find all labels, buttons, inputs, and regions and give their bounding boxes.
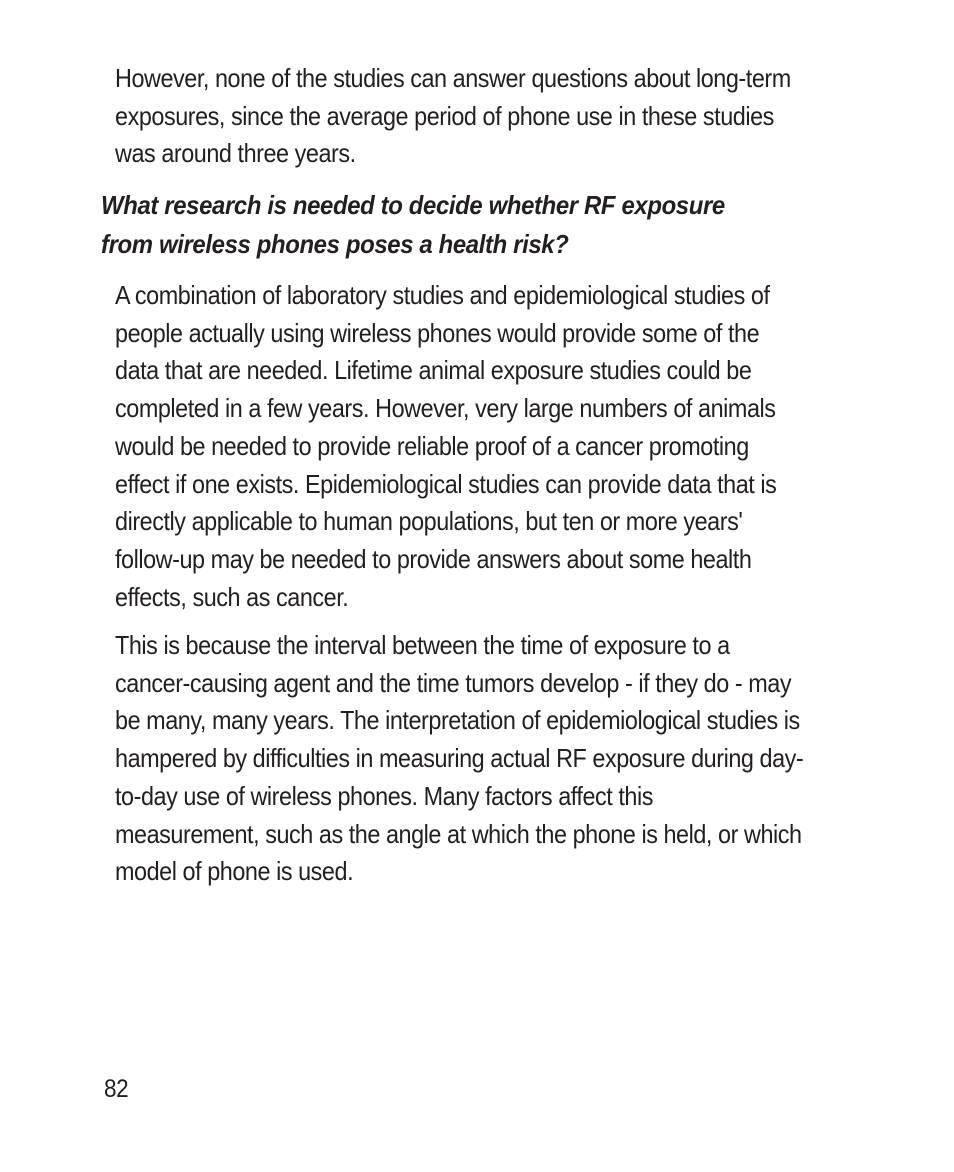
text-line: was around three years. bbox=[115, 138, 356, 169]
text-line: hampered by difficulties in measuring actual RF exposure during day- bbox=[115, 743, 804, 774]
text-line: cancer-causing agent and the time tumors develop - if they do - may bbox=[115, 667, 792, 698]
text-line: be many, many years. The interpretation of epidemiological studies is bbox=[115, 705, 800, 736]
text-line: effects, such as cancer. bbox=[115, 581, 349, 612]
text-line: effect if one exists. Epidemiological studies can provide data that is bbox=[115, 468, 777, 499]
text-line: A combination of laboratory studies and epidemiological studies of bbox=[115, 280, 770, 310]
text-line: However, none of the studies can answer questions about long-term bbox=[115, 63, 791, 93]
text-line: measurement, such as the angle at which the phone is held, or which bbox=[115, 818, 802, 849]
paragraph-interval-explanation bbox=[115, 627, 885, 891]
section-heading bbox=[101, 186, 883, 264]
heading-line: What research is needed to decide whether RF exposure bbox=[101, 190, 725, 220]
paragraph-research-combination bbox=[115, 277, 885, 616]
text-line: completed in a few years. However, very large numbers of animals bbox=[115, 393, 776, 424]
text-line: exposures, since the average period of phone use in these studies bbox=[115, 100, 774, 131]
text-line: follow-up may be needed to provide answers about some health bbox=[115, 543, 752, 574]
page-number: 82 bbox=[104, 1075, 129, 1103]
text-line: to-day use of wireless phones. Many factors affect this bbox=[115, 780, 654, 811]
text-line: directly applicable to human populations, but ten or more years' bbox=[115, 506, 743, 537]
heading-line: from wireless phones poses a health risk? bbox=[101, 229, 569, 259]
text-line: people actually using wireless phones would provide some of the bbox=[115, 317, 760, 348]
text-line: data that are needed. Lifetime animal exposure studies could be bbox=[115, 355, 752, 386]
text-line: This is because the interval between the time of exposure to a bbox=[115, 630, 730, 660]
text-line: model of phone is used. bbox=[115, 856, 354, 887]
text-line: would be needed to provide reliable proof of a cancer promoting bbox=[115, 430, 749, 461]
paragraph-long-term-exposure bbox=[115, 60, 885, 173]
